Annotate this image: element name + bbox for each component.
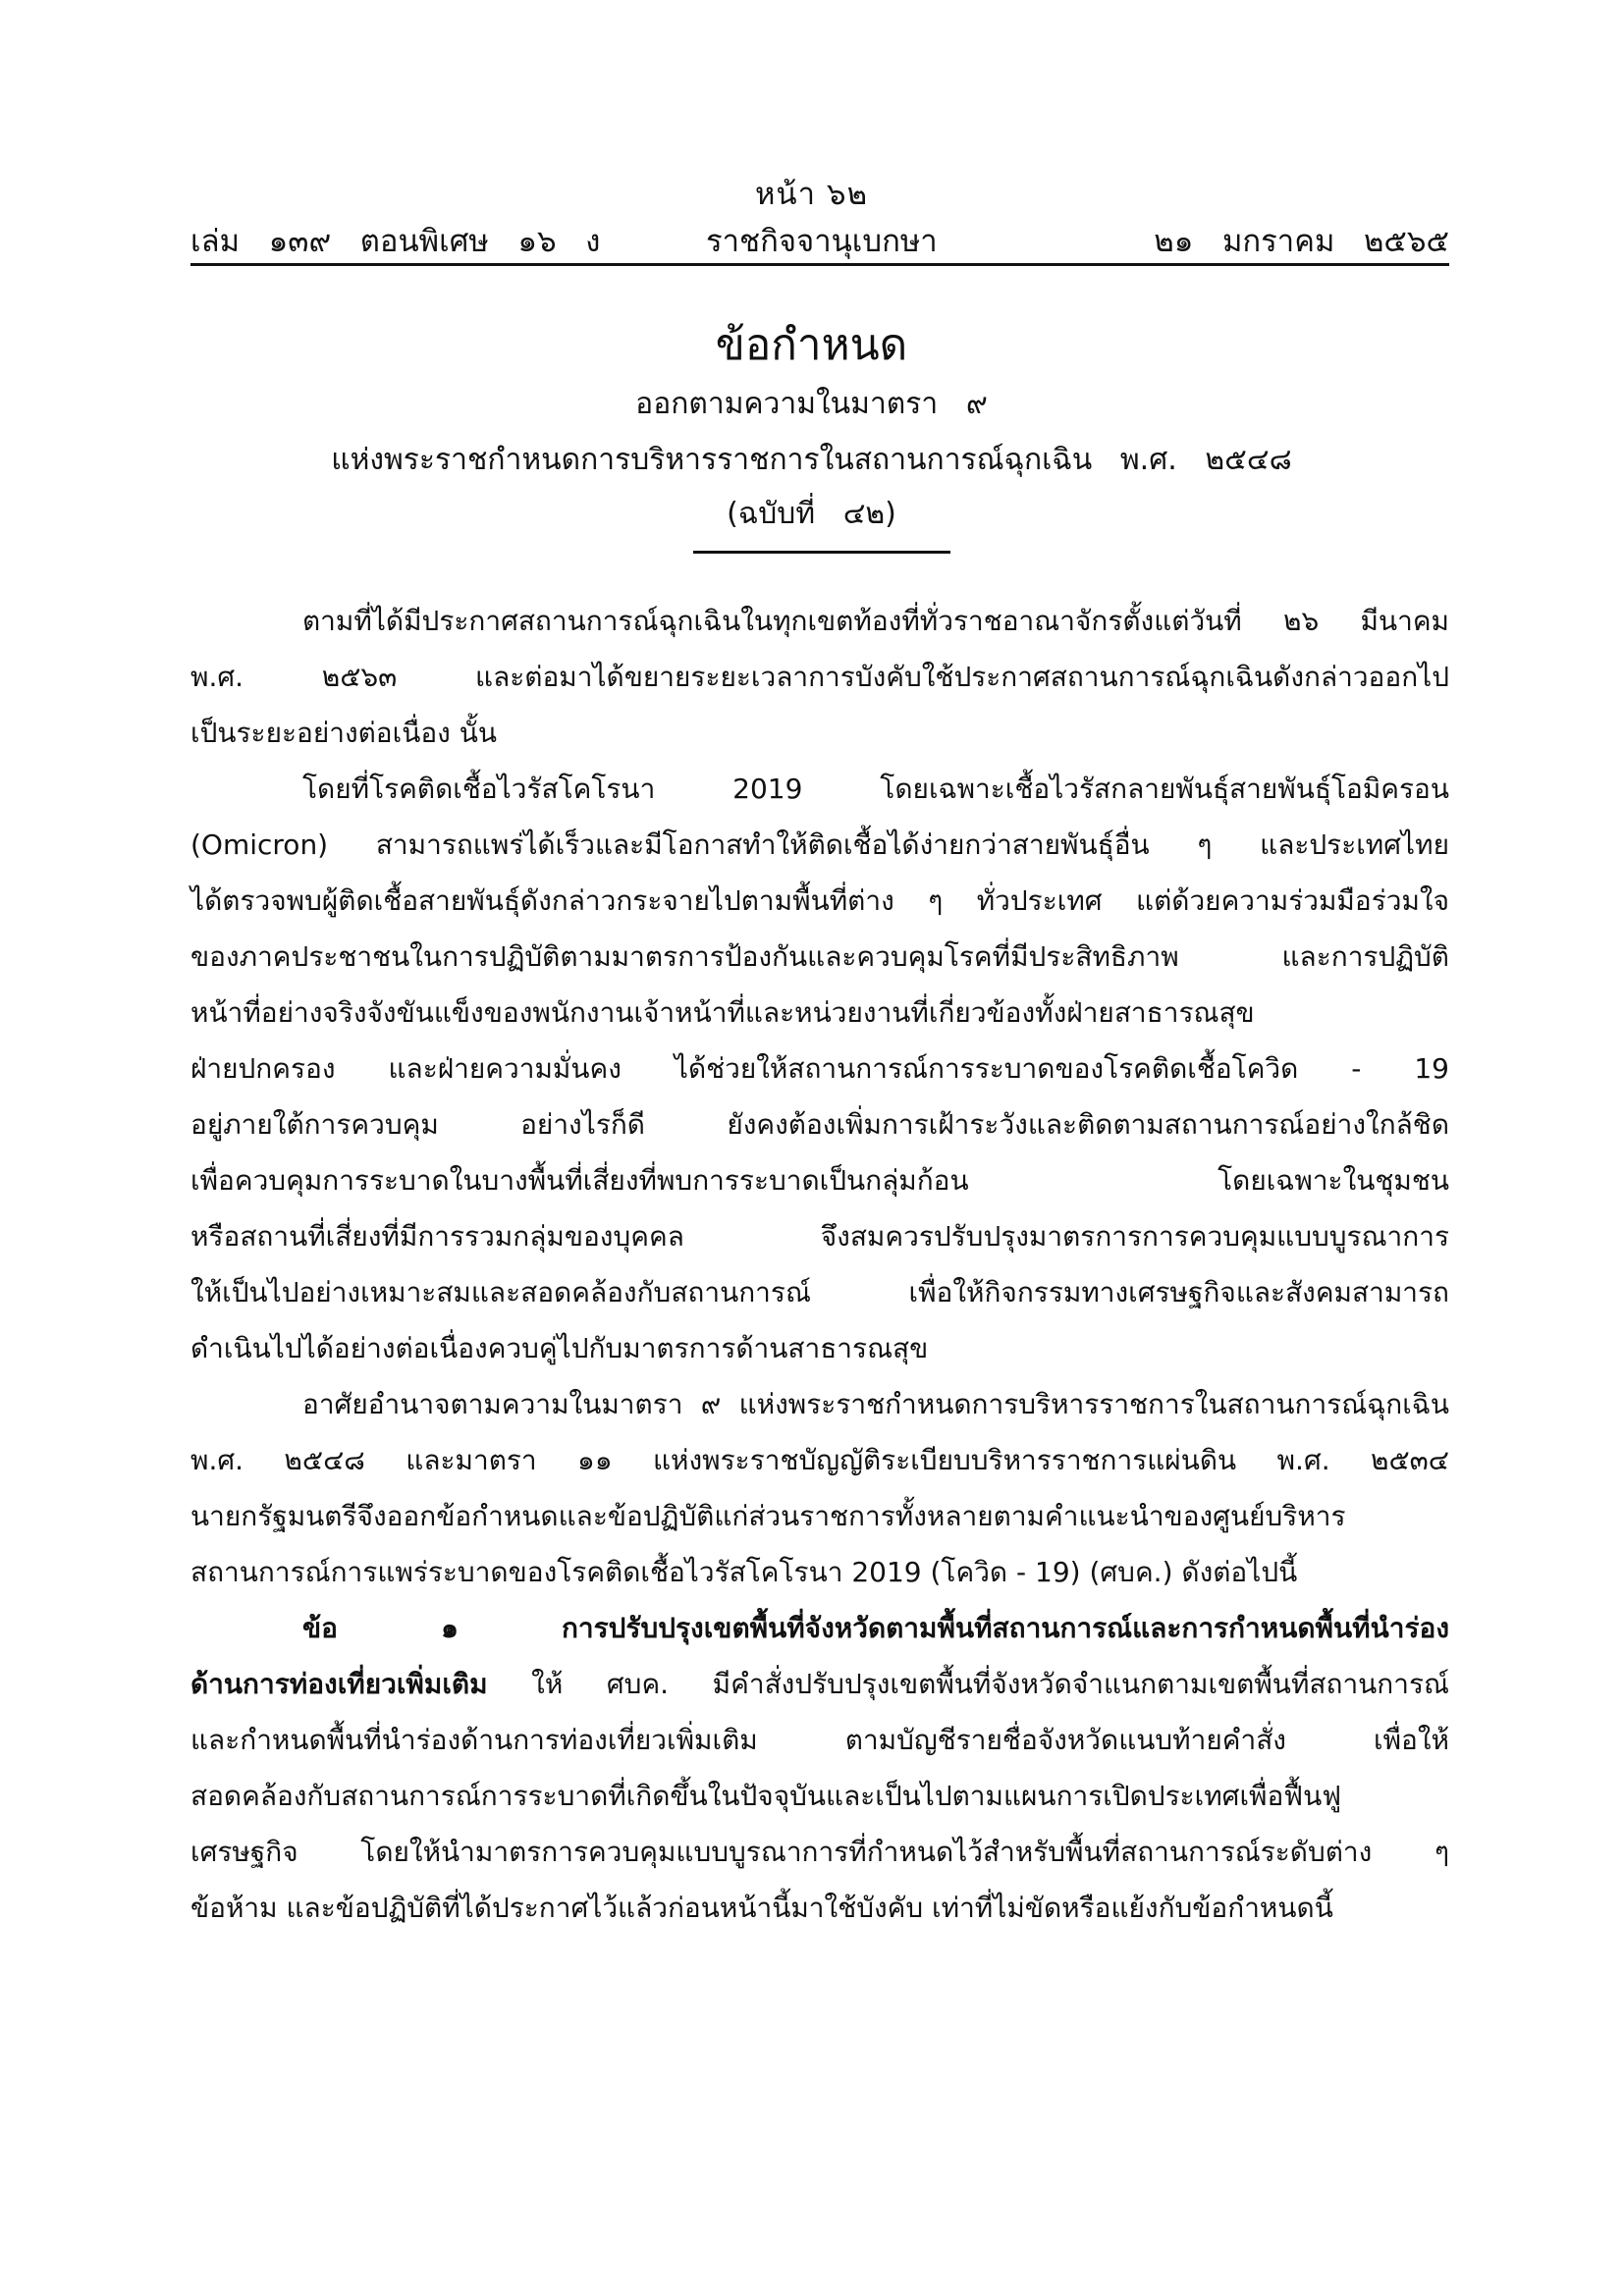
clause-1-heading: ข้อ ๑ การปรับปรุงเขตพื้นที่จังหวัดตามพื้นที่สถานการณ์และการกำหนดพื้นที่นำร่อง <box>302 1612 1449 1644</box>
volume-issue: เล่ม ๑๓๙ ตอนพิเศษ ๑๖ ง <box>190 224 601 259</box>
body-line: หรือสถานที่เสี่ยงที่มีการรวมกลุ่มของบุคคล จึงสมควรปรับปรุงมาตรการการควบคุมแบบบูรณาการ <box>190 1220 1449 1253</box>
body-line: พ.ศ. ๒๕๔๘ และมาตรา ๑๑ แห่งพระราชบัญญัติระเบียบบริหารราชการแผ่นดิน พ.ศ. ๒๕๓๔ <box>190 1444 1449 1476</box>
document-subtitle-act: แห่งพระราชกำหนดการบริหารราชการในสถานการณ์ฉุกเฉิน พ.ศ. ๒๕๔๘ <box>331 443 1292 477</box>
body-line: ให้เป็นไปอย่างเหมาะสมและสอดคล้องกับสถานการณ์ เพื่อให้กิจกรรมทางเศรษฐกิจและสังคมสามารถ <box>190 1276 1449 1308</box>
header-divider <box>190 263 1449 266</box>
document-subtitle-edition: (ฉบับที่ ๔๒) <box>727 497 896 531</box>
body-line: นายกรัฐมนตรีจึงออกข้อกำหนดและข้อปฏิบัติแก่ส่วนราชการทั้งหลายตามคำแนะนำของศูนย์บริหาร <box>190 1500 1346 1532</box>
document-body <box>190 593 1449 1936</box>
document-title: ข้อกำหนด <box>715 320 908 370</box>
gazette-header <box>190 216 1449 259</box>
clause-1-line: สอดคล้องกับสถานการณ์การระบาดที่เกิดขึ้นในปัจจุบันและเป็นไปตามแผนการเปิดประเทศเพื่อฟื้นฟู <box>190 1780 1342 1812</box>
body-line: หน้าที่อย่างจริงจังขันแข็งของพนักงานเจ้าหน้าที่และหน่วยงานที่เกี่ยวข้องทั้งฝ่ายสาธารณสุข <box>190 996 1255 1029</box>
document-subtitle-authority: ออกตามความในมาตรา ๙ <box>635 387 988 421</box>
body-line: สถานการณ์การแพร่ระบาดของโรคติดเชื้อไวรัสโคโรนา 2019 (โควิด - 19) (ศบค.) ดังต่อไปนี้ <box>190 1556 1298 1588</box>
body-line: ตามที่ได้มีประกาศสถานการณ์ฉุกเฉินในทุกเขตท้องที่ทั่วราชอาณาจักรตั้งแต่วันที่ ๒๖ มีนาคม <box>302 605 1449 637</box>
title-divider <box>693 551 950 554</box>
body-line: เป็นระยะอย่างต่อเนื่อง นั้น <box>190 717 498 749</box>
clause-1-text: ให้ ศบค. มีคำสั่งปรับปรุงเขตพื้นที่จังหวัดจำแนกตามเขตพื้นที่สถานการณ์ <box>487 1668 1449 1700</box>
body-line: ได้ตรวจพบผู้ติดเชื้อสายพันธุ์ดังกล่าวกระจายไปตามพื้นที่ต่าง ๆ ทั่วประเทศ แต่ด้วยความร่วมมือร่วมใจ <box>190 884 1449 917</box>
gazette-name: ราชกิจจานุเบกษา <box>706 224 938 259</box>
body-line: อาศัยอำนาจตามความในมาตรา ๙ แห่งพระราชกำหนดการบริหารราชการในสถานการณ์ฉุกเฉิน <box>302 1388 1449 1420</box>
clause-1-line: เศรษฐกิจ โดยให้นำมาตรการควบคุมแบบบูรณาการที่กำหนดไว้สำหรับพื้นที่สถานการณ์ระดับต่าง ๆ <box>190 1836 1449 1868</box>
page-number: หน้า ๖๒ <box>755 177 868 212</box>
body-line: ของภาคประชาชนในการปฏิบัติตามมาตรการป้องกันและควบคุมโรคที่มีประสิทธิภาพ และการปฏิบัติ <box>190 940 1449 973</box>
body-line: โดยที่โรคติดเชื้อไวรัสโคโรนา 2019 โดยเฉพาะเชื้อไวรัสกลายพันธุ์สายพันธุ์โอมิครอน <box>302 773 1449 805</box>
body-line: ฝ่ายปกครอง และฝ่ายความมั่นคง ได้ช่วยให้สถานการณ์การระบาดของโรคติดเชื้อโควิด - 19 <box>190 1052 1449 1085</box>
clause-1-heading-continued: ด้านการท่องเที่ยวเพิ่มเติม <box>190 1668 488 1700</box>
body-line: ดำเนินไปได้อย่างต่อเนื่องควบคู่ไปกับมาตรการด้านสาธารณสุข <box>190 1332 929 1364</box>
publication-date: ๒๑ มกราคม ๒๕๖๕ <box>1154 224 1449 259</box>
clause-1-first-line <box>190 1656 1449 1712</box>
body-line: พ.ศ. ๒๕๖๓ และต่อมาได้ขยายระยะเวลาการบังคับใช้ประกาศสถานการณ์ฉุกเฉินดังกล่าวออกไป <box>190 661 1449 693</box>
body-line: (Omicron) สามารถแพร่ได้เร็วและมีโอกาสทำให้ติดเชื้อได้ง่ายกว่าสายพันธุ์อื่น ๆ และประเทศไทย <box>190 828 1449 861</box>
clause-1-line: ข้อห้าม และข้อปฏิบัติที่ได้ประกาศไว้แล้วก่อนหน้านี้มาใช้บังคับ เท่าที่ไม่ขัดหรือแย้งกับข้อกำหนดนี้ <box>190 1892 1333 1924</box>
body-line: เพื่อควบคุมการระบาดในบางพื้นที่เสี่ยงที่พบการระบาดเป็นกลุ่มก้อน โดยเฉพาะในชุมชน <box>190 1164 1449 1197</box>
clause-1-line: และกำหนดพื้นที่นำร่องด้านการท่องเที่ยวเพิ่มเติม ตามบัญชีรายชื่อจังหวัดแนบท้ายคำสั่ง เพื่อให้ <box>190 1724 1449 1756</box>
body-line: อยู่ภายใต้การควบคุม อย่างไรก็ดี ยังคงต้องเพิ่มการเฝ้าระวังและติดตามสถานการณ์อย่างใกล้ชิด <box>190 1108 1449 1141</box>
